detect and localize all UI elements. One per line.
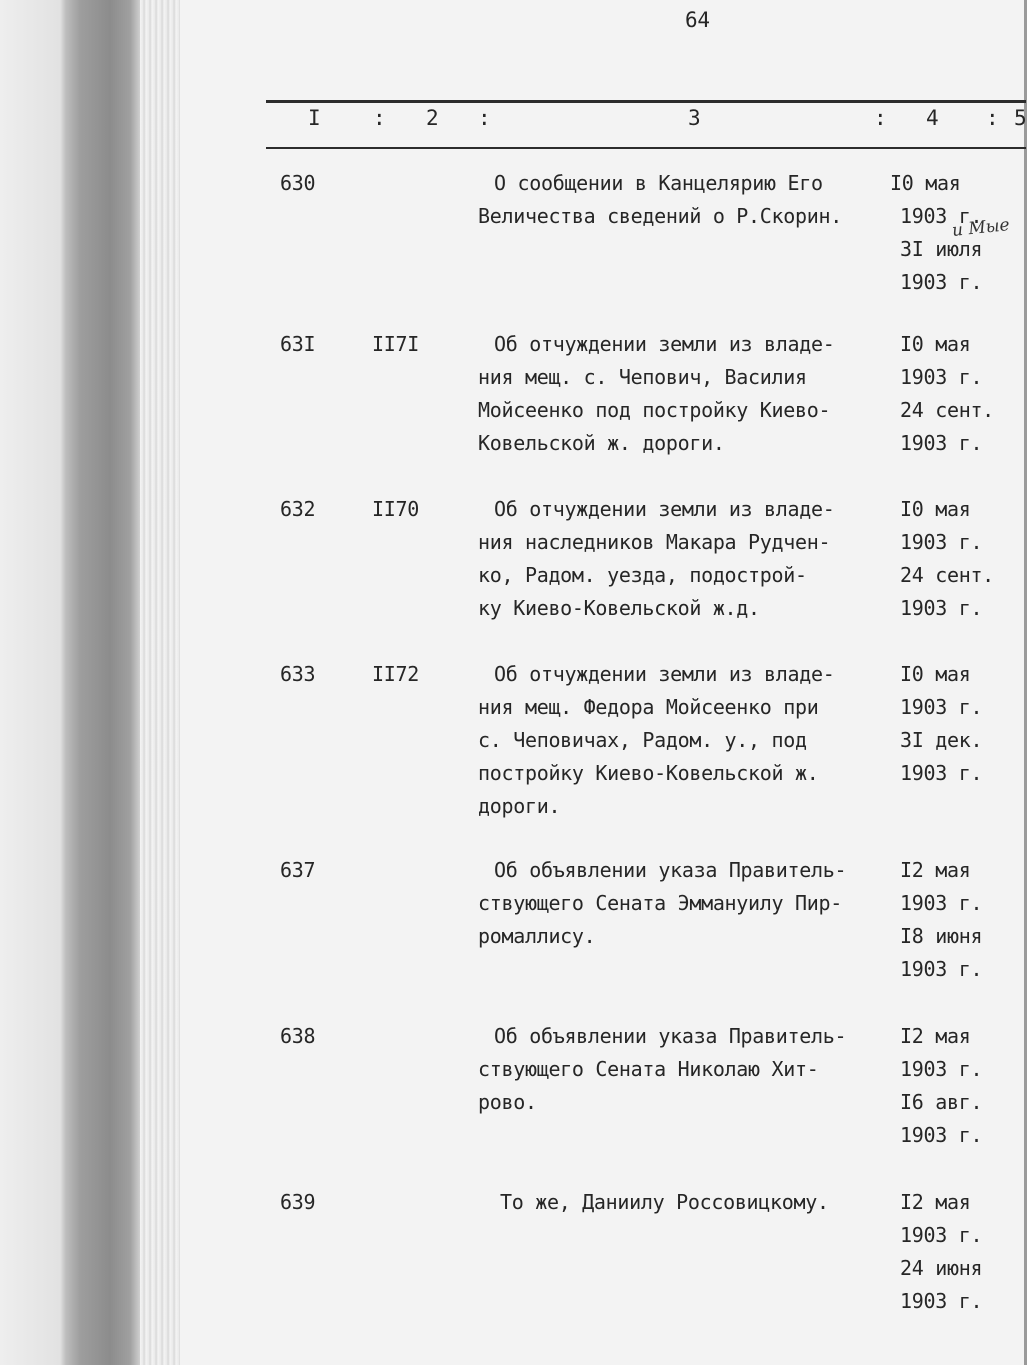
entry-text-line: ния мещ. Федора Мойсеенко при — [478, 695, 819, 719]
entry-date-line: 1903 г. — [900, 761, 983, 785]
entry-date-line: I8 июня — [900, 924, 983, 948]
entry-date-line: I0 мая — [900, 662, 971, 686]
entry-date-line: I2 мая — [900, 1190, 971, 1214]
entry-text-line: ния мещ. с. Чепович, Василия — [478, 365, 807, 389]
entry-date-line: 3I июля — [900, 237, 983, 261]
entry-date-line: 24 сент. — [900, 398, 994, 422]
entry-date-line: 1903 г. — [900, 1057, 983, 1081]
entry-number: 633 — [280, 662, 316, 686]
entry-date-line: 1903 г. — [900, 957, 983, 981]
entry-text-line: Об отчуждении земли из владе- — [494, 497, 835, 521]
column-header-5: 5 — [1014, 106, 1027, 130]
entry-text-line: ствующего Сената Эммануилу Пир- — [478, 891, 842, 915]
entry-date-line: 3I дек. — [900, 728, 983, 752]
document-page — [180, 0, 1027, 1365]
entry-text-line: ния наследников Макара Рудчен- — [478, 530, 831, 554]
entry-text-line: с. Чеповичах, Радом. у., под — [478, 728, 807, 752]
entry-text-line: дороги. — [478, 794, 561, 818]
entry-code: II7I — [372, 332, 419, 356]
entry-number: 638 — [280, 1024, 316, 1048]
entry-date-line: I0 мая — [890, 171, 961, 195]
entry-date-line: 1903 г. — [900, 204, 983, 228]
entry-number: 632 — [280, 497, 316, 521]
column-header-1: I — [308, 106, 321, 130]
entry-date-line: 24 сент. — [900, 563, 994, 587]
entry-date-line: I6 авг. — [900, 1090, 983, 1114]
entry-date-line: 1903 г. — [900, 530, 983, 554]
column-header-2: 2 — [426, 106, 439, 130]
entry-text-line: Величества сведений о Р.Скорин. — [478, 204, 842, 228]
page-edges — [140, 0, 180, 1365]
header-rule-bottom — [266, 147, 1026, 149]
entry-date-line: 1903 г. — [900, 1289, 983, 1313]
entry-date-line: 1903 г. — [900, 596, 983, 620]
entry-number: 630 — [280, 171, 316, 195]
entry-number: 637 — [280, 858, 316, 882]
entry-text-line: ствующего Сената Николаю Хит- — [478, 1057, 819, 1081]
entry-date-line: I2 мая — [900, 858, 971, 882]
entry-date-line: I2 мая — [900, 1024, 971, 1048]
column-header-separator: : — [874, 106, 887, 130]
entry-text-line: ромаллису. — [478, 924, 596, 948]
entry-number: 639 — [280, 1190, 316, 1214]
entry-text-line: Ковельской ж. дороги. — [478, 431, 725, 455]
column-header-4: 4 — [926, 106, 939, 130]
entry-date-line: 1903 г. — [900, 1223, 983, 1247]
entry-text-line: ко, Радом. уезда, подострой- — [478, 563, 807, 587]
entry-date-line: 1903 г. — [900, 431, 983, 455]
entry-code: II70 — [372, 497, 419, 521]
entry-text-line: Об отчуждении земли из владе- — [494, 662, 835, 686]
entry-text-line: Об объявлении указа Правитель- — [494, 858, 847, 882]
entry-date-line: I0 мая — [900, 332, 971, 356]
entry-text-line: Об отчуждении земли из владе- — [494, 332, 835, 356]
entry-text-line: ку Киево-Ковельской ж.д. — [478, 596, 760, 620]
entry-date-line: 1903 г. — [900, 891, 983, 915]
entry-text-line: постройку Киево-Ковельской ж. — [478, 761, 819, 785]
column-header-3: 3 — [688, 106, 701, 130]
entry-text-line: О сообщении в Канцелярию Его — [494, 171, 823, 195]
entry-date-line: I0 мая — [900, 497, 971, 521]
entry-text-line: Мойсеенко под постройку Киево- — [478, 398, 831, 422]
handwritten-note: и Мые — [951, 215, 1011, 241]
page-number: 64 — [685, 8, 710, 32]
entry-date-line: 1903 г. — [900, 365, 983, 389]
entry-text-line: То же, Даниилу Россовицкому. — [500, 1190, 829, 1214]
entry-code: II72 — [372, 662, 419, 686]
column-header-separator: : — [373, 106, 386, 130]
column-header-separator: : — [986, 106, 999, 130]
entry-date-line: 1903 г. — [900, 270, 983, 294]
book-binding — [0, 0, 140, 1365]
entry-date-line: 1903 г. — [900, 695, 983, 719]
entry-text-line: Об объявлении указа Правитель- — [494, 1024, 847, 1048]
column-header-separator: : — [478, 106, 491, 130]
entry-text-line: рово. — [478, 1090, 537, 1114]
entry-date-line: 24 июня — [900, 1256, 983, 1280]
entry-date-line: 1903 г. — [900, 1123, 983, 1147]
entry-number: 63I — [280, 332, 316, 356]
